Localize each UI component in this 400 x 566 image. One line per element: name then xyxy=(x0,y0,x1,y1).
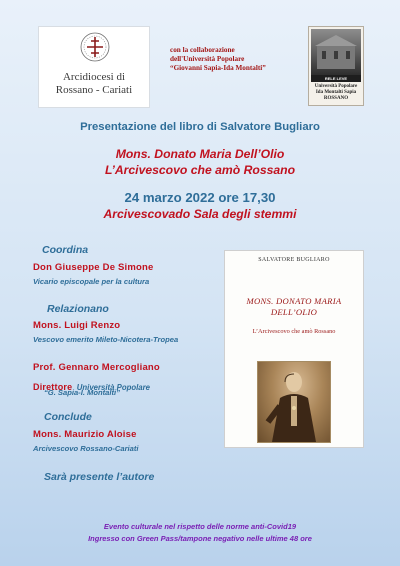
relatore2-role-word: Direttore xyxy=(33,382,73,392)
university-logo xyxy=(308,26,364,106)
coordina-label: Coordina xyxy=(42,244,89,256)
relatore2-name: Prof. Gennaro Mercogliano xyxy=(33,362,160,373)
diocese-emblem-icon xyxy=(79,31,111,63)
university-caption xyxy=(310,84,362,102)
diocese-name-line2: Rossano - Cariati xyxy=(55,84,133,96)
university-strip: RELE LEVE xyxy=(311,75,361,82)
author-present-note: Sarà presente l’autore xyxy=(44,471,155,483)
relazionano-label: Relazionano xyxy=(47,303,109,315)
coordina-name: Don Giuseppe De Simone xyxy=(33,262,154,273)
univ-caption-line1: Università Popolare xyxy=(314,84,358,89)
book-cover-author: SALVATORE BUGLIARO xyxy=(258,257,330,263)
collaboration-note xyxy=(170,46,300,73)
book-title-line2: L’Arcivescovo che amò Rossano xyxy=(104,163,296,177)
relatore2-role-rest: Università Popolare xyxy=(76,383,150,392)
bishop-portrait-icon xyxy=(258,362,330,442)
book-cover-title xyxy=(225,296,363,318)
coordina-role: Vicario episcopale per la cultura xyxy=(33,277,150,286)
diocese-logo xyxy=(38,26,150,108)
relatore1-name: Mons. Luigi Renzo xyxy=(33,320,121,331)
book-cover-title-line2: DELL’OLIO xyxy=(270,307,318,317)
presentation-intro: Presentazione del libro di Salvatore Bugliaro xyxy=(80,121,320,133)
relatore1-role: Vescovo emerito Mileto-Nicotera-Tropea xyxy=(33,335,179,344)
book-title-line1: Mons. Donato Maria Dell’Olio xyxy=(115,147,285,161)
book-cover xyxy=(224,250,364,448)
collaboration-line2: dell'Università Popolare xyxy=(170,55,245,63)
bishop-portrait xyxy=(257,361,331,443)
collaboration-line1: con la collaborazione xyxy=(170,46,235,54)
event-date: 24 marzo 2022 ore 17,30 xyxy=(124,190,276,205)
book-cover-subtitle: L’Arcivescovo che amò Rossano xyxy=(252,328,336,335)
relatore2-role-line2: “G. Sapia-I. Montalti” xyxy=(44,388,120,397)
building-icon xyxy=(311,29,361,75)
univ-caption-line2: Ida Montalti Sapia xyxy=(315,90,357,95)
diocese-name-line1: Arcidiocesi di xyxy=(62,71,125,83)
event-place: Arcivescovado Sala degli stemmi xyxy=(103,207,297,221)
footer-covid-note: Evento culturale nel rispetto delle norme anti-Covid19 xyxy=(103,522,297,531)
conclude-name: Mons. Maurizio Aloise xyxy=(33,429,137,440)
univ-caption-line3: ROSSANO xyxy=(323,96,349,101)
book-cover-title-line1: MONS. DONATO MARIA xyxy=(246,296,342,306)
conclude-label: Conclude xyxy=(44,411,92,423)
collaboration-line3: “Giovanni Sapia-Ida Montalti” xyxy=(170,64,266,72)
conclude-role: Arcivescovo Rossano-Cariati xyxy=(33,444,139,453)
footer-greenpass-note: Ingresso con Green Pass/tampone negativo nelle ultime 48 ore xyxy=(88,534,312,543)
university-photo xyxy=(311,29,361,75)
